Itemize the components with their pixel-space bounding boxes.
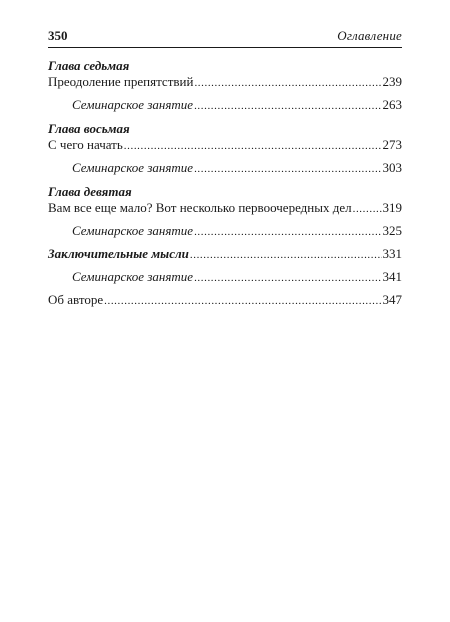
dot-leader <box>104 292 381 310</box>
toc-entry-obstacles <box>48 73 402 92</box>
toc-entry-about-author <box>48 291 402 310</box>
dot-leader <box>194 97 381 115</box>
page-number: 350 <box>48 28 68 43</box>
chapter-heading-7: Глава седьмая <box>48 58 130 73</box>
running-header <box>48 28 402 48</box>
toc-entry-page: 303 <box>382 160 402 175</box>
toc-entry-where-to-start <box>48 136 402 155</box>
toc-entry-page: 347 <box>382 292 402 307</box>
toc-entry-closing-thoughts <box>48 245 402 264</box>
toc-entry-page: 239 <box>382 74 402 89</box>
dot-leader <box>194 160 381 178</box>
toc-entry-title: С чего начать <box>48 137 123 152</box>
toc-entry-seminar-closing <box>48 268 402 287</box>
toc-entry-title: Семинарское занятие <box>72 97 194 112</box>
toc-entry-page: 331 <box>382 246 402 261</box>
dot-leader <box>190 246 382 264</box>
toc-entry-page: 273 <box>382 137 402 152</box>
dot-leader <box>194 223 381 241</box>
toc-entry-page: 263 <box>382 97 402 112</box>
dot-leader <box>194 74 381 92</box>
toc-entry-title: Вам все еще мало? Вот несколько первоочередных дел <box>48 200 352 215</box>
toc-entry-title: Об авторе <box>48 292 104 307</box>
toc-entry-page: 319 <box>382 200 402 215</box>
dot-leader <box>194 269 381 287</box>
toc-entry-priorities <box>48 199 402 218</box>
dot-leader <box>353 200 382 218</box>
toc-entry-title: Заключительные мысли <box>48 246 189 261</box>
toc-entry-seminar-7 <box>48 96 402 115</box>
chapter-heading-8: Глава восьмая <box>48 121 130 136</box>
toc-entry-title: Семинарское занятие <box>72 269 194 284</box>
table-of-contents <box>48 58 402 310</box>
section-title: Оглавление <box>337 28 402 43</box>
chapter-heading-9: Глава девятая <box>48 184 132 199</box>
toc-entry-seminar-9 <box>48 222 402 241</box>
toc-entry-page: 325 <box>382 223 402 238</box>
toc-entry-title: Семинарское занятие <box>72 223 194 238</box>
dot-leader <box>124 137 382 155</box>
toc-page <box>48 28 402 310</box>
toc-entry-title: Преодоление препятствий <box>48 74 194 89</box>
toc-entry-title: Семинарское занятие <box>72 160 194 175</box>
toc-entry-page: 341 <box>382 269 402 284</box>
toc-entry-seminar-8 <box>48 159 402 178</box>
